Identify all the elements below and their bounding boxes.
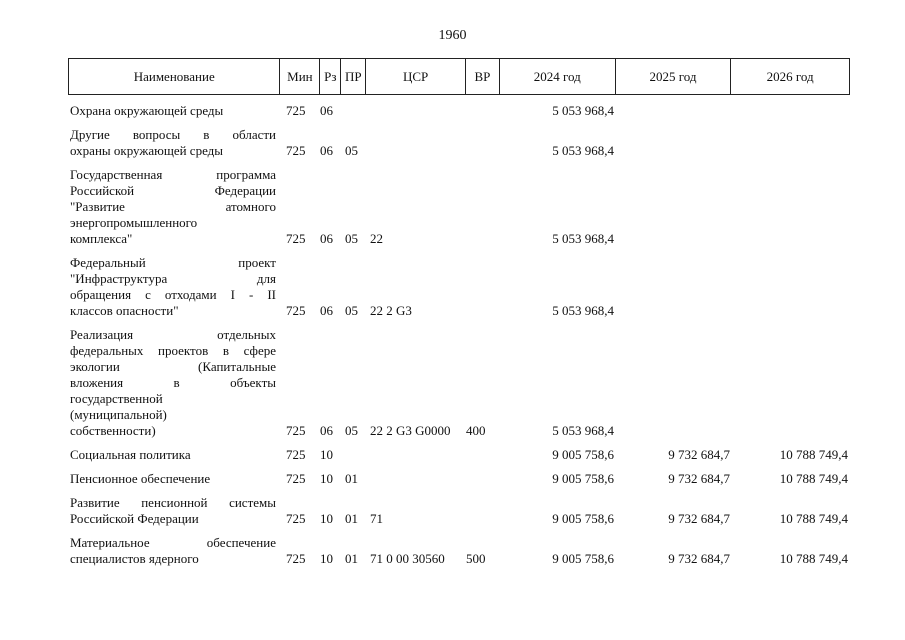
- header-pr: ПР: [341, 59, 366, 94]
- table-row: [68, 167, 850, 247]
- table-row: [68, 495, 850, 527]
- row-name-line: "Инфраструктура для: [70, 271, 276, 286]
- row-name-line: вложения в объекты: [70, 375, 276, 390]
- page-number: 1960: [438, 28, 467, 43]
- row-min: 725: [286, 511, 306, 526]
- row-rz: 06: [320, 303, 333, 318]
- table-body: [68, 103, 850, 567]
- row-y2024: 5 053 968,4: [552, 423, 614, 438]
- row-min: 725: [286, 231, 306, 246]
- row-y2025: 9 732 684,7: [668, 511, 730, 526]
- row-pr: 05: [345, 143, 358, 158]
- table-row: [68, 103, 850, 119]
- header-rz: Рз: [320, 59, 341, 94]
- row-pr: 01: [345, 471, 358, 486]
- row-name: [68, 127, 280, 159]
- row-name-line: (муниципальной): [70, 407, 167, 422]
- header-2025: 2025 год: [616, 59, 732, 94]
- row-rz: 06: [320, 143, 333, 158]
- row-y2024: 9 005 758,6: [552, 551, 614, 566]
- row-name: [68, 535, 280, 567]
- row-y2024: 5 053 968,4: [552, 143, 614, 158]
- row-rz: 06: [320, 231, 333, 246]
- header-min: Мин: [280, 59, 320, 94]
- row-y2024: 9 005 758,6: [552, 447, 614, 462]
- header-2024: 2024 год: [500, 59, 616, 94]
- row-min: 725: [286, 143, 306, 158]
- row-name-line: Охрана окружающей среды: [70, 103, 224, 118]
- row-rz: 06: [320, 103, 333, 118]
- row-name-line: экологии (Капитальные: [70, 359, 276, 374]
- header-csr: ЦСР: [366, 59, 466, 94]
- row-csr: 71: [370, 511, 383, 526]
- row-name: [68, 471, 280, 487]
- row-name-line: Другие вопросы в области: [70, 127, 276, 142]
- row-min: 725: [286, 303, 306, 318]
- row-y2025: 9 732 684,7: [668, 551, 730, 566]
- row-min: 725: [286, 471, 306, 486]
- row-name: [68, 167, 280, 247]
- row-y2026: 10 788 749,4: [779, 471, 848, 486]
- row-name-line: государственной: [70, 391, 163, 406]
- row-csr: 22 2 G3: [370, 303, 412, 318]
- table-row: [68, 535, 850, 567]
- row-name-line: Реализация отдельных: [70, 327, 276, 342]
- row-name-line: обращения с отходами I - II: [70, 287, 276, 302]
- row-name-line: Развитие пенсионной системы: [70, 495, 276, 510]
- row-min: 725: [286, 447, 306, 462]
- table-row: [68, 127, 850, 159]
- row-csr: 71 0 00 30560: [370, 551, 445, 566]
- row-name-line: Российской Федерации: [70, 511, 199, 526]
- row-y2024: 9 005 758,6: [552, 511, 614, 526]
- row-vr: 500: [466, 551, 486, 566]
- row-y2026: 10 788 749,4: [779, 447, 848, 462]
- row-rz: 10: [320, 511, 333, 526]
- row-rz: 10: [320, 551, 333, 566]
- row-name-line: собственности): [70, 423, 156, 438]
- row-pr: 05: [345, 231, 358, 246]
- header-name: Наименование: [69, 59, 280, 94]
- row-name-line: Государственная программа: [70, 167, 276, 182]
- row-name-line: Федеральный проект: [70, 255, 276, 270]
- row-name-line: Российской Федерации: [70, 183, 276, 198]
- row-y2024: 5 053 968,4: [552, 231, 614, 246]
- row-csr: 22 2 G3 G0000: [370, 423, 451, 438]
- row-name-line: федеральных проектов в сфере: [70, 343, 276, 358]
- row-min: 725: [286, 551, 306, 566]
- row-name-line: Пенсионное обеспечение: [70, 471, 211, 486]
- row-name-line: Материальное обеспечение: [70, 535, 276, 550]
- row-name-line: Социальная политика: [70, 447, 191, 462]
- row-csr: 22: [370, 231, 383, 246]
- row-y2024: 9 005 758,6: [552, 471, 614, 486]
- row-rz: 06: [320, 423, 333, 438]
- header-2026: 2026 год: [766, 68, 814, 84]
- table-row: [68, 327, 850, 439]
- row-y2026: 10 788 749,4: [779, 511, 848, 526]
- row-name: [68, 495, 280, 527]
- row-y2026: 10 788 749,4: [779, 551, 848, 566]
- table-row: [68, 447, 850, 463]
- row-name: [68, 327, 280, 439]
- row-pr: 01: [345, 551, 358, 566]
- row-y2024: 5 053 968,4: [552, 103, 614, 118]
- row-vr: 400: [466, 423, 486, 438]
- row-min: 725: [286, 103, 306, 118]
- row-pr: 05: [345, 423, 358, 438]
- row-name: [68, 447, 280, 463]
- row-pr: 05: [345, 303, 358, 318]
- row-pr: 01: [345, 511, 358, 526]
- row-rz: 10: [320, 471, 333, 486]
- budget-table: [68, 58, 850, 567]
- row-y2025: 9 732 684,7: [668, 471, 730, 486]
- row-name: [68, 103, 280, 119]
- header-vr: ВР: [466, 59, 500, 94]
- row-name-line: комплекса": [70, 231, 133, 246]
- row-name-line: "Развитие атомного: [70, 199, 276, 214]
- table-header: [68, 58, 850, 95]
- table-row: [68, 471, 850, 487]
- table-row: [68, 255, 850, 319]
- row-name-line: классов опасности": [70, 303, 179, 318]
- row-name: [68, 255, 280, 319]
- row-rz: 10: [320, 447, 333, 462]
- row-name-line: энергопромышленного: [70, 215, 198, 230]
- row-y2025: 9 732 684,7: [668, 447, 730, 462]
- row-name-line: охраны окружающей среды: [70, 143, 224, 158]
- row-y2024: 5 053 968,4: [552, 303, 614, 318]
- row-name-line: специалистов ядерного: [70, 551, 199, 566]
- row-min: 725: [286, 423, 306, 438]
